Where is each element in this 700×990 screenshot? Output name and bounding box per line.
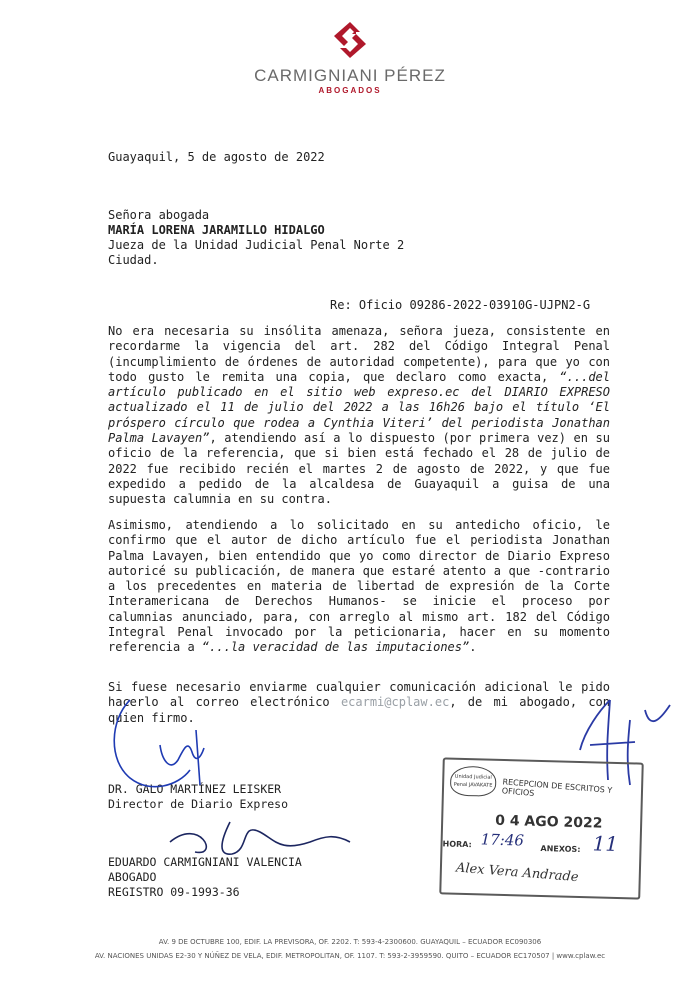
- reception-stamp: [439, 757, 644, 899]
- footer-address-quito: AV. NACIONES UNIDAS E2-30 Y NÚÑEZ DE VELA, EDIF. METROPOLITAN, OF. 1107. T: 593-2-3959590. QUITO – ECUADOR EC170507 | www.cplaw.ec: [94, 952, 606, 960]
- stamp-anexos-label: ANEXOS:: [540, 843, 581, 855]
- stamp-hora-value: 17:46: [480, 830, 525, 850]
- brand-logo-icon: [330, 20, 370, 60]
- lawyer-name: EDUARDO CARMIGNIANI VALENCIA: [108, 855, 302, 869]
- p2-text-b: .: [469, 640, 477, 655]
- footer-address-guayaquil: AV. 9 DE OCTUBRE 100, EDIF. LA PREVISORA, OF. 2202. T: 593-4-2300600. GUAYAQUIL – ECUADOR EC090306: [158, 938, 542, 946]
- brand-name: CARMIGNIANI PÉREZ: [254, 66, 446, 85]
- p2-text-a: Asimismo, atendiendo a lo solicitado en su antedicho oficio, le confirmo que el autor de dicho artículo fue el periodista Jonathan Palma Lavayen, bien entendido que yo como director de Diario Expreso autoricé su publicación, de manera que estaré atento a que -contrario a los precedentes en materia de libertad de expresión de la Corte Interamericana de Derechos Humanos- se inicie el proceso por calumnias anunciado, para, con arreglo al mismo art. 182 del Código Integral Penal invocado por la peticionaria, hacer en su momento referencia a: [108, 518, 610, 655]
- lawyer-registry: REGISTRO 09-1993-36: [108, 885, 240, 899]
- p2-quote: “...la veracidad de las imputaciones”: [201, 640, 470, 655]
- director-name: DR. GALO MARTÍNEZ LEISKER: [108, 782, 282, 796]
- stamp-receiver: Alex Vera Andrade: [455, 860, 579, 886]
- p3-text-b: , de mi abogado, con quien firmo.: [108, 695, 610, 725]
- reference-line: Re: Oficio 09286-2022-03910G-UJPN2-G: [330, 298, 591, 312]
- brand-subtitle: ABOGADOS: [318, 86, 382, 95]
- p1-quote: “...del artículo publicado en el sitio web expreso.ec del DIARIO EXPRESO actualizado el 11 de julio del 2022 a las 16h26 bajo el título ‘El próspero círculo que rodea a Cynthia Viteri’ del periodista Jonathan Palma Lavayen”: [108, 369, 610, 446]
- recipient-city: Ciudad.: [108, 253, 159, 267]
- p3-text-a: Si fuese necesario enviarme cualquier comunicación adicional le pido hacerlo al correo electrónico: [108, 680, 610, 710]
- contact-email-link[interactable]: ecarmi@cplaw.ec: [340, 695, 450, 710]
- lawyer-title: ABOGADO: [108, 870, 157, 884]
- stamp-logo: Unidad Judicial Penal JAVAKATE: [450, 766, 497, 797]
- p1-text-b: , atendiendo así a lo dispuesto (por primera vez) en su oficio de la referencia, que si bien está fechado el 28 de julio de 2022 fue recibido recién el martes 2 de agosto de 2022, y que fue expedido a pedido de la alcaldesa de Guayaquil a guisa de una supuesta calumnia en su contra.: [108, 431, 610, 507]
- body-paragraph-3: [108, 680, 610, 726]
- body-paragraph-2: [108, 518, 610, 656]
- stamp-title: RECEPCION DE ESCRITOS Y OFICIOS: [501, 777, 613, 798]
- stamp-date: 0 4 AGO 2022: [494, 812, 603, 832]
- p1-text-a: No era necesaria su insólita amenaza, señora jueza, consistente en recordarme la vigencia del art. 282 del Código Integral Penal (incumplimiento de órdenes de autoridad competente), para que yo con todo gusto le remita una copia, que declaro como exacta,: [108, 324, 610, 384]
- recipient-salutation: Señora abogada: [108, 208, 210, 222]
- recipient-name: MARÍA LORENA JARAMILLO HIDALGO: [108, 223, 325, 237]
- body-paragraph-1: [108, 324, 610, 508]
- director-title: Director de Diario Expreso: [108, 797, 289, 811]
- recipient-title: Jueza de la Unidad Judicial Penal Norte 2: [108, 238, 405, 252]
- date-line: Guayaquil, 5 de agosto de 2022: [108, 150, 325, 164]
- stamp-hora-label: HORA:: [442, 839, 472, 850]
- stamp-anexos-value: 11: [592, 831, 619, 857]
